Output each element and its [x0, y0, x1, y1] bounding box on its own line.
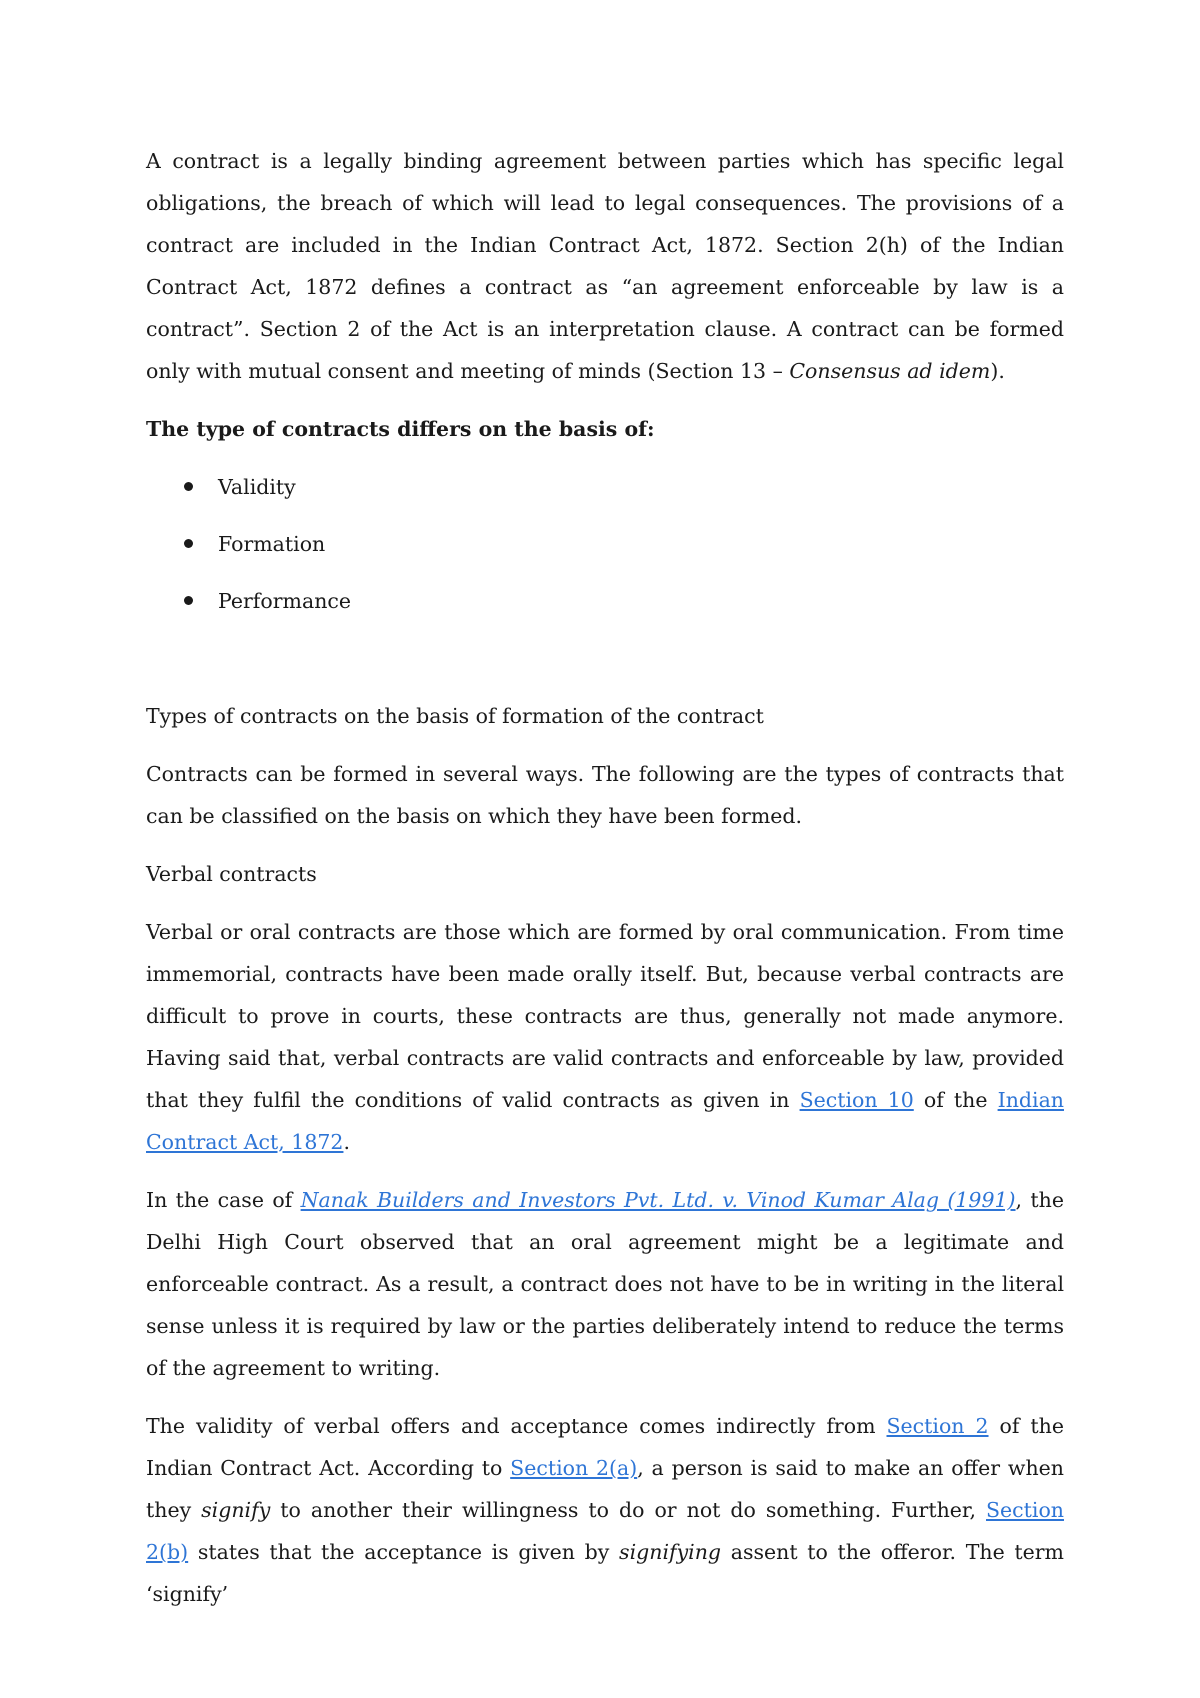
nanak-builders-case-link[interactable] [301, 1188, 1016, 1212]
verbal-contracts-paragraph [146, 911, 1064, 1163]
formation-paragraph: Contracts can be formed in several ways. The following are the types of contracts that can be classified on the basis on which they have been formed. [146, 762, 1064, 828]
signifying-italic: signifying [619, 1540, 722, 1564]
bullet-label: Validity [218, 475, 296, 499]
bullet-dot-icon [184, 482, 193, 491]
signify-italic: signify [201, 1498, 271, 1522]
validity-text-4: to another their willingness to do or not do something. Further, [270, 1498, 986, 1522]
intro-paragraph [146, 140, 1064, 392]
section-2a-link[interactable]: Section 2(a) [510, 1456, 638, 1480]
indian-contract-act-link[interactable]: Indian Contract Act, 1872 [146, 1088, 1064, 1154]
verbal-contracts-heading: Verbal contracts [146, 862, 317, 886]
validity-text-2: of the Indian Contract Act. According to [146, 1414, 1064, 1480]
verbal-text-1: Verbal or oral contracts are those which are formed by oral communication. From time immemorial, contracts have been made orally itself. But, because verbal contracts are difficult to prove in courts, these contracts are thus, generally not made anymore. Having said that, verbal contracts are valid contracts and enforceable by law, provided that they fulfil the conditions of valid contracts as given in [146, 920, 1064, 1112]
bullet-label: Performance [218, 589, 352, 613]
case-paragraph [146, 1179, 1064, 1389]
basis-bullet-list [146, 466, 1064, 622]
document-page [146, 140, 1064, 1631]
intro-text-1: A contract is a legally binding agreement between parties which has specific legal obligations, the breach of which will lead to legal consequences. The provisions of a contract are included in the Indian Contract Act, 1872. Section 2(h) of the Indian Contract Act, 1872 defines a contract as “an agreement enforceable by law is a contract”. Section 2 of the Act is an interpretation clause. A contract can be formed only with mutual consent and meeting of minds (Section 13 – [146, 149, 1064, 383]
basis-heading: The type of contracts differs on the basis of: [146, 417, 655, 441]
section-2b-link[interactable]: Section 2(b) [146, 1498, 1064, 1564]
formation-heading: Types of contracts on the basis of formation of the contract [146, 704, 764, 728]
case-link-italic: Nanak Builders and Investors Pvt. Ltd. v. Vinod Kumar Alag (1991) [300, 1188, 1016, 1212]
verbal-text-3: . [343, 1130, 350, 1154]
bullet-item [146, 580, 1064, 622]
bullet-item [146, 466, 1064, 508]
intro-italic-term: Consensus ad idem [789, 359, 991, 383]
bullet-item [146, 523, 1064, 565]
case-text-2: , the Delhi High Court observed that an oral agreement might be a legitimate and enforceable contract. As a result, a contract does not have to be in writing in the literal sense unless it is required by law or the parties deliberately intend to reduce the terms of the agreement to writing. [146, 1188, 1064, 1380]
case-text-1: In the case of [146, 1188, 301, 1212]
bullet-dot-icon [184, 539, 193, 548]
validity-text-1: The validity of verbal offers and acceptance comes indirectly from [146, 1414, 887, 1438]
validity-text-5: states that the acceptance is given by [188, 1540, 620, 1564]
validity-text-6: assent to the offeror. The term ‘signify’ [146, 1540, 1064, 1606]
bullet-dot-icon [184, 596, 193, 605]
intro-text-2: ). [990, 359, 1005, 383]
bullet-label: Formation [218, 532, 326, 556]
validity-text-3: , a person is said to make an offer when they [146, 1456, 1064, 1522]
section-2-link[interactable]: Section 2 [886, 1414, 989, 1438]
validity-paragraph [146, 1405, 1064, 1615]
section-10-link[interactable]: Section 10 [799, 1088, 914, 1112]
verbal-text-2: of the [913, 1088, 998, 1112]
